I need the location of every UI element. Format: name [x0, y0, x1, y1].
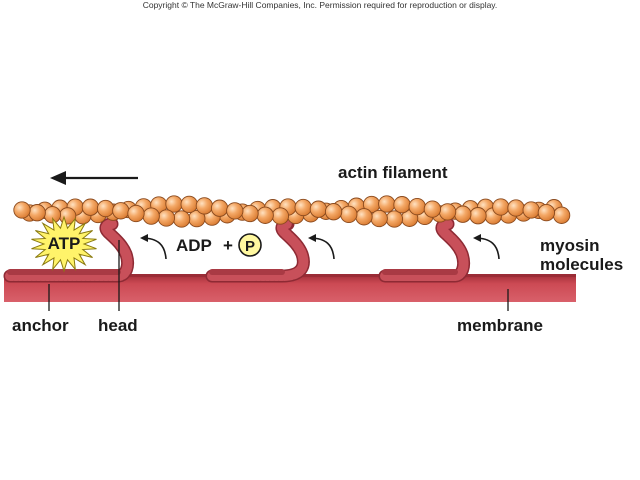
adp-label: ADP — [176, 236, 212, 255]
actin-bead — [523, 202, 539, 218]
actin-bead — [196, 198, 212, 214]
actin-bead — [455, 206, 471, 222]
motion-arrow-head — [50, 171, 66, 185]
actin-bead — [379, 196, 395, 212]
curved-power-stroke-arrow — [475, 238, 499, 259]
curved-power-stroke-arrow — [310, 238, 334, 259]
actin-bead — [272, 208, 288, 224]
actin-bead — [538, 204, 554, 220]
copyright-text: Copyright © The McGraw-Hill Companies, Inc. Permission required for reproduction or display. — [142, 0, 498, 10]
plus-sign: + — [223, 236, 233, 255]
actin-bead — [508, 200, 524, 216]
actin-bead — [310, 201, 326, 217]
atp-burst-icon — [32, 217, 97, 271]
actin-bead — [371, 210, 387, 226]
actin-bead — [211, 200, 227, 216]
anchor-label: anchor — [12, 316, 69, 335]
actin-bead — [257, 207, 273, 223]
motion-direction-arrow — [50, 171, 138, 185]
actin-bead — [181, 196, 197, 212]
actin-bead — [493, 199, 509, 215]
curved-power-stroke-arrow — [142, 238, 166, 259]
actin-bead — [227, 203, 243, 219]
phosphate-label: P — [244, 238, 256, 255]
actin-bead — [409, 198, 425, 214]
actin-bead — [143, 208, 159, 224]
atp-label: ATP — [47, 234, 81, 253]
actin-bead — [128, 205, 144, 221]
actin-bead — [158, 210, 174, 226]
actin-filament — [14, 196, 570, 227]
actin-bead — [386, 211, 402, 227]
actin-bead — [97, 200, 113, 216]
myosin-label-line2: molecules — [540, 255, 624, 274]
myosin-molecule — [385, 224, 464, 276]
actin-bead — [470, 208, 486, 224]
actin-bead — [356, 209, 372, 225]
membrane-label: membrane — [457, 316, 543, 335]
actin-bead — [29, 205, 45, 221]
actin-filament-label: actin filament — [338, 163, 448, 182]
actin-bead — [394, 197, 410, 213]
actin-bead — [424, 201, 440, 217]
actin-bead — [242, 205, 258, 221]
actin-bead — [325, 204, 341, 220]
actin-bead — [341, 206, 357, 222]
actin-bead — [553, 207, 569, 223]
adp-plus-phosphate — [176, 234, 261, 256]
actin-bead — [439, 204, 455, 220]
actin-bead — [295, 199, 311, 215]
actin-bead — [14, 202, 30, 218]
myosin-label-line1: myosin — [540, 236, 600, 255]
actin-bead — [44, 207, 60, 223]
myosin-outline — [385, 224, 464, 276]
actin-bead — [173, 211, 189, 227]
actin-bead — [113, 203, 129, 219]
head-label: head — [98, 316, 138, 335]
actin-bead — [82, 199, 98, 215]
